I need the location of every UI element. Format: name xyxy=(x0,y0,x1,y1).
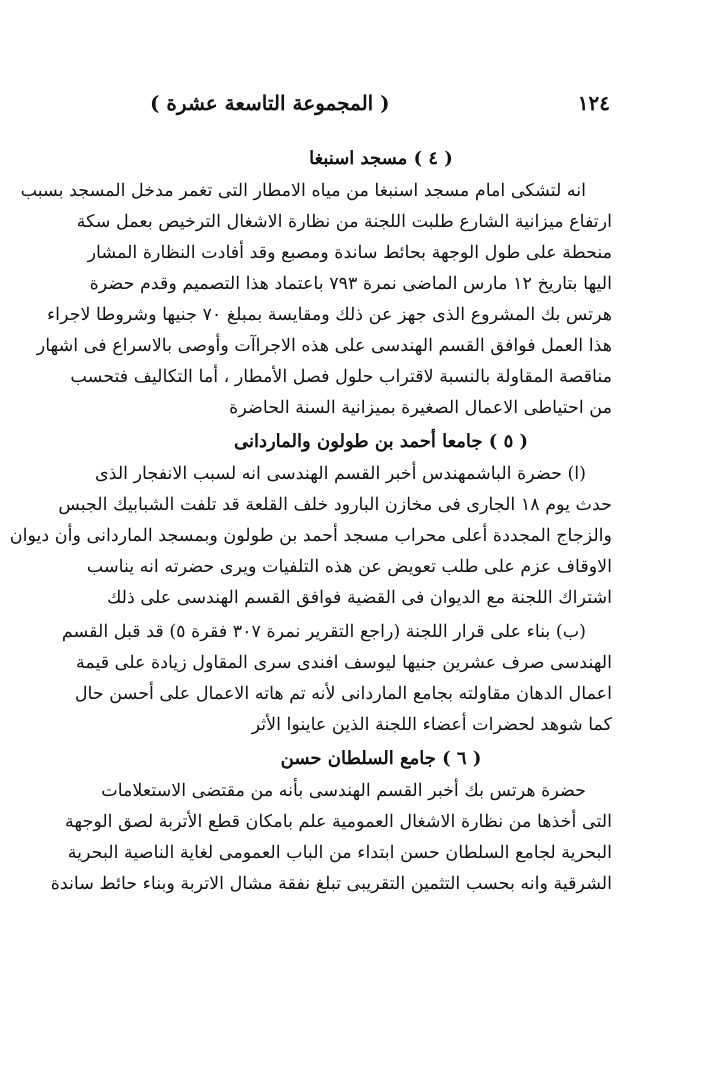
collection-title: ( المجموعة التاسعة عشرة ) xyxy=(150,91,390,115)
text-line: اليها بتاريخ ١٢ مارس الماضى نمرة ٧٩٣ باعتماد هذا التصميم وقدم حضرة xyxy=(89,274,612,294)
section-5 xyxy=(9,425,612,741)
text-line: حدث يوم ١٨ الجارى فى مخازن البارود خلف القلعة قد تلفت الشبابيك الجبس xyxy=(58,495,612,515)
text-line: والزجاج المجددة أعلى محراب مسجد أحمد بن طولون وبمسجد الماردانى وأن ديوان xyxy=(9,526,612,546)
text-line: اشتراك اللجنة مع الديوان فى القضية فوافق القسم الهندسى على ذلك xyxy=(106,588,612,608)
section-4 xyxy=(20,142,612,424)
text-line: مناقصة المقاولة بالنسبة لاقتراب حلول فصل الأمطار ، أما التكاليف فتحسب xyxy=(70,367,612,387)
text-line: (ا) حضرة الباشمهندس أخبر القسم الهندسى انه لسبب الانفجار الذى xyxy=(94,464,586,484)
paragraph-b xyxy=(61,617,612,741)
section-title: ( ٥ ) جامعا أحمد بن طولون والماردانى xyxy=(233,431,529,452)
page-number: ١٢٤ xyxy=(577,91,610,115)
text-line: الشرقية وانه بحسب التثمين التقريبى تبلغ نفقة مشال الاتربة وبناء حائط ساندة xyxy=(50,874,612,894)
text-line: اعمال الدهان مقاولته بجامع الماردانى لأنه تم هاته الاعمال على أحسن حال xyxy=(74,684,612,704)
paragraph xyxy=(50,776,612,900)
text-line: التى أخذها من نظارة الاشغال العمومية علم بامكان قطع الأتربة لصق الوجهة xyxy=(65,812,612,832)
text-line: الاوقاف عزم على طلب تعويض عن هذه التلفيات ويرى حضرته انه يناسب xyxy=(86,557,612,577)
text-line: كما شوهد لحضرات أعضاء اللجنة الذين عاينوا الأثر xyxy=(251,715,612,735)
text-line: هذا العمل فوافق القسم الهندسى على هذه الاجراآت وأوصى بالاسراع فى اشهار xyxy=(36,336,612,356)
text-line: ارتفاع ميزانية الشارع طلبت اللجنة من نظارة الاشغال الترخيص بعمل سكة xyxy=(76,212,612,232)
page-header xyxy=(150,86,610,120)
section-title: ( ٦ ) جامع السلطان حسن xyxy=(280,748,482,769)
section-title: ( ٤ ) مسجد اسنبغا xyxy=(309,148,453,169)
section-6 xyxy=(50,742,612,900)
text-line: البحرية لجامع السلطان حسن ابتداء من الباب العمومى لغاية الناصية البحرية xyxy=(67,843,612,863)
paragraph-a xyxy=(9,459,612,614)
paragraph xyxy=(20,176,612,424)
text-line: الهندسى صرف عشرين جنيها ليوسف افندى سرى المقاول زيادة على قيمة xyxy=(75,653,612,673)
text-line: منحطة على طول الوجهة بحائط ساندة ومصبع وقد أفادت النظارة المشار xyxy=(87,243,612,263)
text-line: انه لتشكى امام مسجد اسنبغا من مياه الامطار التى تغمر مدخل المسجد بسبب xyxy=(20,181,586,201)
text-line: حضرة هرتس بك أخبر القسم الهندسى بأنه من مقتضى الاستعلامات xyxy=(101,781,586,801)
text-line: من احتياطى الاعمال الصغيرة بميزانية السنة الحاضرة xyxy=(229,398,612,418)
text-line: (ب) بناء على قرار اللجنة (راجع التقرير نمرة ٣٠٧ فقرة ٥) قد قبل القسم xyxy=(61,622,586,642)
text-line: هرتس بك المشروع الذى جهز عن ذلك ومقايسة بمبلغ ٧٠ جنيها وشروطا لاجراء xyxy=(46,305,612,325)
